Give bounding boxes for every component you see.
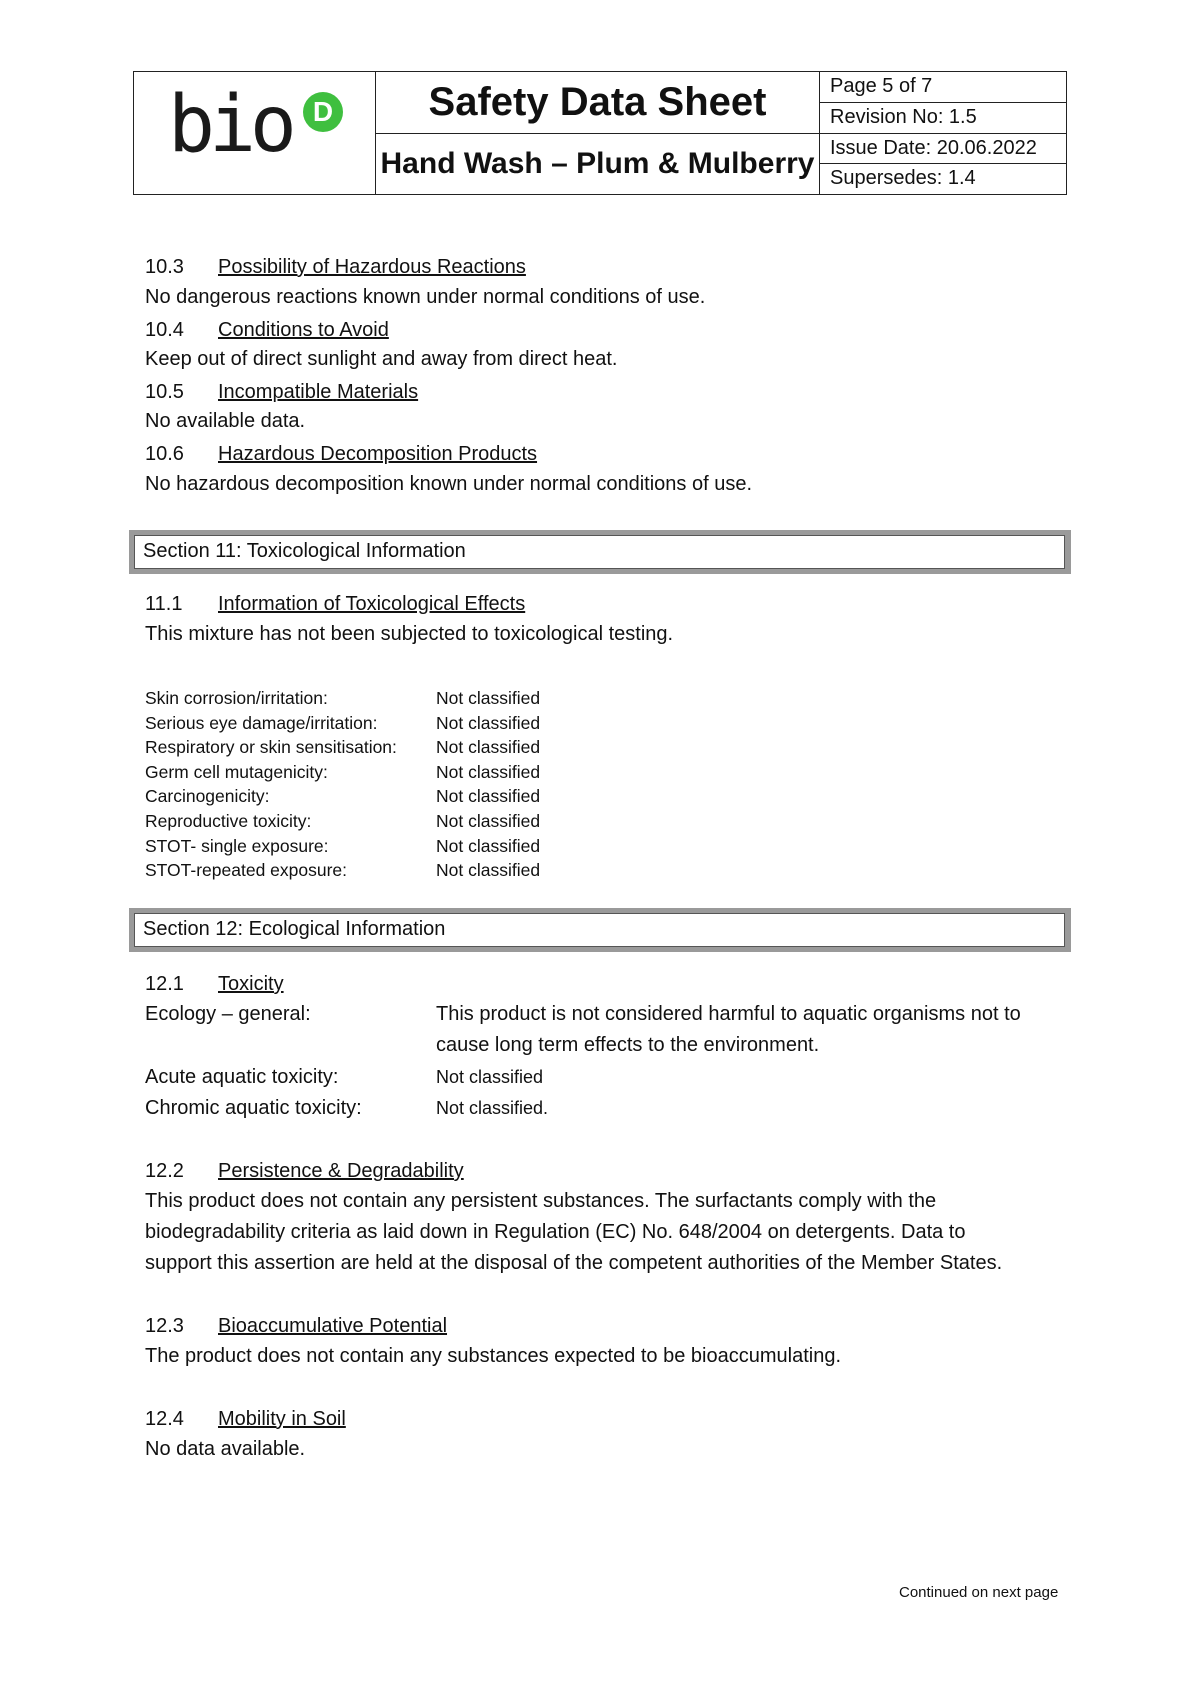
subsection-text: The product does not contain any substances expected to be bioaccumulating. bbox=[145, 1345, 842, 1367]
subsection-title: Toxicity bbox=[218, 973, 284, 995]
document-meta bbox=[820, 72, 1066, 194]
hazard-label: Reproductive toxicity: bbox=[145, 810, 312, 831]
subsection-number: 10.3 bbox=[145, 256, 184, 278]
ecology-general-label: Ecology – general: bbox=[145, 1003, 311, 1025]
section-heading-bar bbox=[129, 908, 1071, 952]
page-number: Page 5 of 7 bbox=[820, 72, 1066, 103]
subsection-number: 11.1 bbox=[145, 593, 183, 615]
acute-toxicity-value: Not classified bbox=[436, 1067, 544, 1087]
section-heading: Section 12: Ecological Information bbox=[134, 913, 1065, 947]
hazard-value: Not classified bbox=[436, 737, 541, 758]
subsection-number: 10.4 bbox=[145, 319, 184, 341]
subsection-text-line: support this assertion are held at the disposal of the competent authorities of the Member States. bbox=[145, 1252, 1003, 1274]
document-header bbox=[133, 71, 1067, 195]
subsection-title: Information of Toxicological Effects bbox=[218, 593, 526, 615]
acute-toxicity-label: Acute aquatic toxicity: bbox=[145, 1066, 339, 1088]
table-row bbox=[145, 760, 540, 785]
logo bbox=[134, 72, 376, 194]
hazard-label: STOT-repeated exposure: bbox=[145, 860, 348, 881]
subsection-number: 12.4 bbox=[145, 1408, 184, 1430]
subsection-title: Conditions to Avoid bbox=[218, 319, 389, 341]
subsection-text: No data available. bbox=[145, 1438, 306, 1460]
subsection-number: 12.2 bbox=[145, 1160, 184, 1182]
subsection-title: Mobility in Soil bbox=[218, 1408, 346, 1430]
hazard-label: Germ cell mutagenicity: bbox=[145, 761, 328, 782]
ecology-general-value-line2: cause long term effects to the environment. bbox=[436, 1034, 820, 1056]
subsection-text: No dangerous reactions known under normal conditions of use. bbox=[145, 286, 706, 308]
hazard-value: Not classified bbox=[436, 786, 541, 807]
subsection-title: Incompatible Materials bbox=[218, 381, 419, 403]
subsection-text: Keep out of direct sunlight and away from direct heat. bbox=[145, 348, 618, 370]
product-name: Hand Wash – Plum & Mulberry bbox=[380, 147, 815, 180]
subsection-title: Persistence & Degradability bbox=[218, 1160, 464, 1182]
hazard-label: Serious eye damage/irritation: bbox=[145, 712, 378, 733]
subsection-text: No available data. bbox=[145, 410, 306, 432]
logo-wordmark: bio bbox=[168, 80, 291, 170]
table-row bbox=[145, 735, 540, 760]
table-row bbox=[145, 858, 540, 883]
subsection-number: 10.5 bbox=[145, 381, 184, 403]
hazard-label: Skin corrosion/irritation: bbox=[145, 688, 328, 708]
subsection-title: Possibility of Hazardous Reactions bbox=[218, 256, 526, 278]
chronic-toxicity-value: Not classified. bbox=[436, 1098, 549, 1118]
subsection-text-line: This product does not contain any persistent substances. The surfactants comply with the bbox=[145, 1190, 937, 1212]
table-row bbox=[145, 711, 540, 736]
hazard-value: Not classified bbox=[436, 860, 541, 881]
hazard-value: Not classified bbox=[436, 810, 541, 831]
subsection-title: Hazardous Decomposition Products bbox=[218, 443, 538, 465]
logo-badge: D bbox=[303, 92, 343, 132]
hazard-value: Not classified bbox=[436, 761, 541, 782]
table-row bbox=[145, 809, 540, 834]
table-row bbox=[145, 834, 540, 859]
issue-date: Issue Date: 20.06.2022 bbox=[820, 134, 1066, 165]
subsection-number: 10.6 bbox=[145, 443, 184, 465]
subsection-title: Bioaccumulative Potential bbox=[218, 1315, 448, 1337]
document-title: Safety Data Sheet bbox=[376, 72, 819, 134]
hazard-value: Not classified bbox=[436, 835, 541, 856]
subsection-text-line: biodegradability criteria as laid down in Regulation (EC) No. 648/2004 on detergents. Data to bbox=[145, 1221, 966, 1243]
hazard-label: STOT- single exposure: bbox=[145, 835, 329, 856]
subsection-number: 12.3 bbox=[145, 1315, 184, 1337]
hazard-label: Respiratory or skin sensitisation: bbox=[145, 737, 397, 758]
subsection-number: 12.1 bbox=[145, 973, 184, 995]
supersedes: Supersedes: 1.4 bbox=[830, 167, 976, 190]
hazard-value: Not classified bbox=[436, 712, 541, 733]
subsection-text: No hazardous decomposition known under normal conditions of use. bbox=[145, 473, 753, 495]
chronic-toxicity-label: Chromic aquatic toxicity: bbox=[145, 1097, 362, 1119]
hazard-value: Not classified bbox=[436, 688, 541, 708]
hazard-label: Carcinogenicity: bbox=[145, 786, 270, 807]
continued-note: Continued on next page bbox=[899, 1584, 1059, 1601]
revision-number: Revision No: 1.5 bbox=[820, 103, 1066, 134]
section-heading: Section 11: Toxicological Information bbox=[134, 535, 1065, 569]
subsection-text: This mixture has not been subjected to toxicological testing. bbox=[145, 623, 674, 645]
table-row bbox=[145, 686, 540, 711]
header-title-block bbox=[376, 72, 820, 194]
toxicology-table bbox=[145, 686, 540, 883]
section-heading-bar bbox=[129, 530, 1071, 574]
ecology-general-value-line1: This product is not considered harmful to aquatic organisms not to bbox=[436, 1003, 1021, 1025]
table-row bbox=[145, 784, 540, 809]
